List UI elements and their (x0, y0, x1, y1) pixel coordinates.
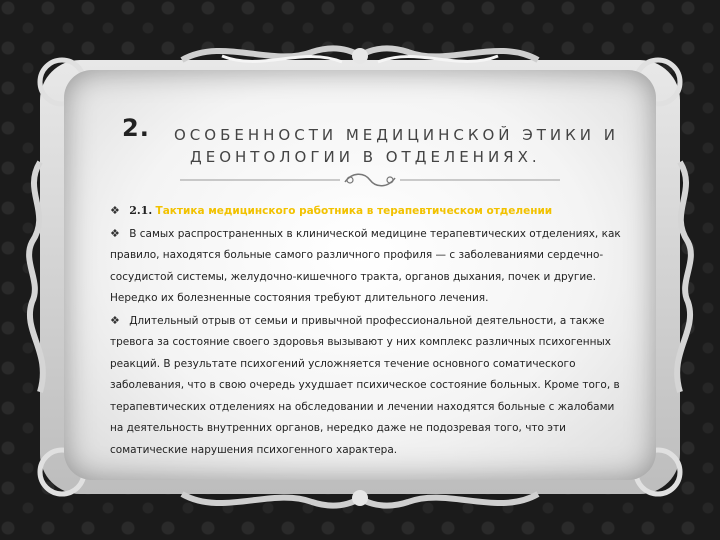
paragraph-1: В самых распространенных в клинической медицине терапевтических отделениях, как правило, находятся больные самого различного профиля — с заболеваниями сердечно-сосудистой системы, желудочно-кишечного тракта, органов дыхания, почек и другие. Нередко их болезненные состояния требуют длительного лечения. (110, 227, 621, 304)
scroll-ornament-icon (180, 170, 560, 190)
section-heading: Тактика медицинского работника в терапевтическом отделении (155, 205, 553, 217)
title-text (174, 124, 644, 168)
title-line-2: ДЕОНТОЛОГИИ В ОТДЕЛЕНИЯХ. (190, 148, 541, 166)
list-item (110, 223, 630, 310)
paragraph-2: Длительный отрыв от семьи и привычной профессиональной деятельности, а также тревога за состояние своего здоровья вызывают у них комплекс различных психогенных реакций. В результате психогений усложняется течение основного соматического заболевания, что в свою очередь ухудшает психическое состояние больных. Кроме того, в терапевтических отделениях на обследовании и лечении находятся больные с жалобами на деятельность внутренних органов, нередко даже не подозревая того, что эти соматические нарушения психогенного характера. (110, 314, 620, 456)
diamond-bullet-icon: ❖ (110, 204, 120, 217)
list-item (110, 200, 630, 223)
list-item (110, 310, 630, 462)
slide-number: 2. (122, 114, 150, 142)
section-number: 2.1. (129, 204, 153, 217)
slide-content (110, 200, 630, 461)
title-line-1: ОСОБЕННОСТИ МЕДИЦИНСКОЙ ЭТИКИ И (174, 126, 619, 144)
diamond-bullet-icon: ❖ (110, 313, 120, 327)
diamond-bullet-icon: ❖ (110, 226, 120, 240)
